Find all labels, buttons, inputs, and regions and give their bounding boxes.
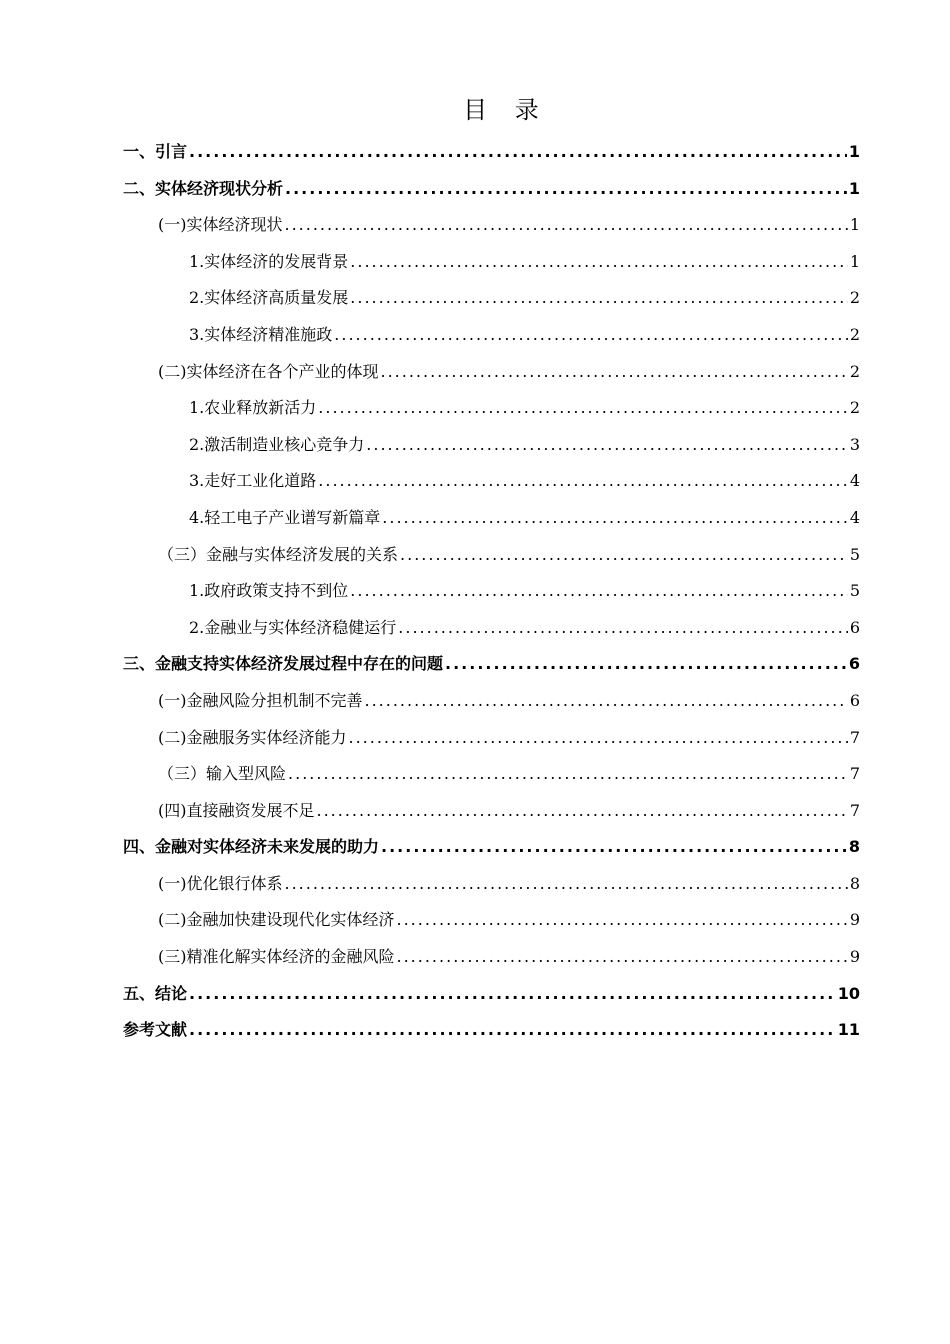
toc-entry-label: 3.实体经济精准施政 <box>189 324 333 344</box>
dot-leader <box>445 646 847 683</box>
toc-entry-page: 2 <box>849 398 860 418</box>
toc-entry-label: 2.金融业与实体经济稳健运行 <box>189 617 397 637</box>
dot-leader <box>382 500 848 537</box>
dot-leader <box>189 134 847 171</box>
toc-entry[interactable] <box>123 902 860 939</box>
toc-entry[interactable] <box>123 390 860 427</box>
toc-entry-label: 1.政府政策支持不到位 <box>189 581 349 601</box>
dot-leader <box>397 939 848 976</box>
toc-entry[interactable] <box>123 610 860 647</box>
toc-entry-label: (一)实体经济现状 <box>158 215 283 235</box>
toc-entry-label: 参考文献 <box>123 1020 188 1040</box>
toc-entry[interactable] <box>123 537 860 574</box>
toc-entry-page: 10 <box>837 983 860 1003</box>
toc-entry[interactable] <box>123 207 860 244</box>
toc-entry[interactable] <box>123 280 860 317</box>
toc-entry[interactable] <box>123 939 860 976</box>
toc-entry-page: 8 <box>848 837 860 857</box>
toc-entry-page: 1 <box>848 142 860 161</box>
toc-entry-label: 五、结论 <box>123 983 188 1003</box>
dot-leader <box>285 866 848 903</box>
dot-leader <box>189 1012 836 1049</box>
toc-entry-label: （三）金融与实体经济发展的关系 <box>158 544 399 564</box>
toc-entry-label: 一、引言 <box>123 142 188 161</box>
toc-entry-label: (一)优化银行体系 <box>158 873 283 893</box>
dot-leader <box>288 756 848 793</box>
toc-entry-page: 1 <box>849 215 860 235</box>
toc-entry-label: 1.实体经济的发展背景 <box>189 251 349 271</box>
dot-leader <box>365 683 848 720</box>
dot-leader <box>398 610 848 647</box>
dot-leader <box>317 793 848 830</box>
dot-leader <box>350 280 848 317</box>
toc-entry-label: 1.农业释放新活力 <box>189 398 317 418</box>
toc-entry[interactable] <box>123 793 860 830</box>
toc-entry-page: 6 <box>849 690 860 710</box>
toc-entry[interactable] <box>123 1012 860 1049</box>
toc-entry-label: (四)直接融资发展不足 <box>158 800 315 820</box>
dot-leader <box>366 427 848 464</box>
toc-entry-page: 9 <box>849 947 860 967</box>
toc-entry-page: 6 <box>848 654 860 674</box>
toc-entry[interactable] <box>123 500 860 537</box>
toc-entry-page: 5 <box>849 544 860 564</box>
toc-entry[interactable] <box>123 463 860 500</box>
toc-entry-label: 二、实体经济现状分析 <box>123 178 284 198</box>
toc-entry[interactable] <box>123 866 860 903</box>
toc-entry-page: 1 <box>848 178 860 198</box>
toc-entry-label: 四、金融对实体经济未来发展的助力 <box>123 837 380 857</box>
toc-entry-label: 4.轻工电子产业谱写新篇章 <box>189 507 381 527</box>
toc-entry[interactable] <box>123 976 860 1013</box>
toc-entry-page: 8 <box>849 873 860 893</box>
toc-entry-label: (二)实体经济在各个产业的体现 <box>158 361 379 381</box>
toc-entry-label: (一)金融风险分担机制不完善 <box>158 690 363 710</box>
toc-entry[interactable] <box>123 244 860 281</box>
toc-entry-label: 三、金融支持实体经济发展过程中存在的问题 <box>123 654 444 674</box>
toc-entry[interactable] <box>123 720 860 757</box>
dot-leader <box>189 976 836 1013</box>
toc-entry-label: （三）输入型风险 <box>158 764 287 784</box>
toc-entry[interactable] <box>123 573 860 610</box>
toc-entry[interactable] <box>123 171 860 208</box>
toc-entry-page: 6 <box>849 617 860 637</box>
toc-entry-page: 2 <box>849 288 860 308</box>
dot-leader <box>285 171 847 208</box>
toc-entry[interactable] <box>123 354 860 391</box>
toc-entry-label: 2.激活制造业核心竞争力 <box>189 434 365 454</box>
dot-leader <box>350 573 848 610</box>
dot-leader <box>349 720 848 757</box>
toc-entry-page: 7 <box>849 800 860 820</box>
dot-leader <box>318 463 848 500</box>
toc-entry-label: 3.走好工业化道路 <box>189 471 317 491</box>
toc-entry-page: 3 <box>849 434 860 454</box>
toc-entry-page: 7 <box>849 727 860 747</box>
toc-entry-label: (三)精准化解实体经济的金融风险 <box>158 947 395 967</box>
dot-leader <box>350 244 848 281</box>
table-of-contents <box>123 134 860 1049</box>
toc-entry-page: 5 <box>849 581 860 601</box>
toc-entry-page: 4 <box>849 507 860 527</box>
dot-leader <box>318 390 848 427</box>
dot-leader <box>381 829 847 866</box>
toc-entry-label: (二)金融加快建设现代化实体经济 <box>158 910 395 930</box>
toc-entry-page: 4 <box>849 471 860 491</box>
toc-entry[interactable] <box>123 829 860 866</box>
toc-entry-page: 2 <box>849 361 860 381</box>
toc-entry-page: 11 <box>837 1020 860 1040</box>
toc-entry[interactable] <box>123 646 860 683</box>
toc-entry-label: (二)金融服务实体经济能力 <box>158 727 347 747</box>
toc-entry[interactable] <box>123 134 860 171</box>
toc-entry[interactable] <box>123 683 860 720</box>
dot-leader <box>334 317 848 354</box>
toc-entry[interactable] <box>123 427 860 464</box>
toc-entry-page: 9 <box>849 910 860 930</box>
toc-entry-page: 2 <box>849 324 860 344</box>
toc-entry[interactable] <box>123 756 860 793</box>
dot-leader <box>381 354 848 391</box>
toc-entry[interactable] <box>123 317 860 354</box>
toc-entry-label: 2.实体经济高质量发展 <box>189 288 349 308</box>
toc-entry-page: 7 <box>849 764 860 784</box>
toc-title: 目 录 <box>463 96 549 124</box>
toc-entry-page: 1 <box>849 251 860 271</box>
dot-leader <box>397 902 848 939</box>
dot-leader <box>400 537 848 574</box>
dot-leader <box>285 207 848 244</box>
